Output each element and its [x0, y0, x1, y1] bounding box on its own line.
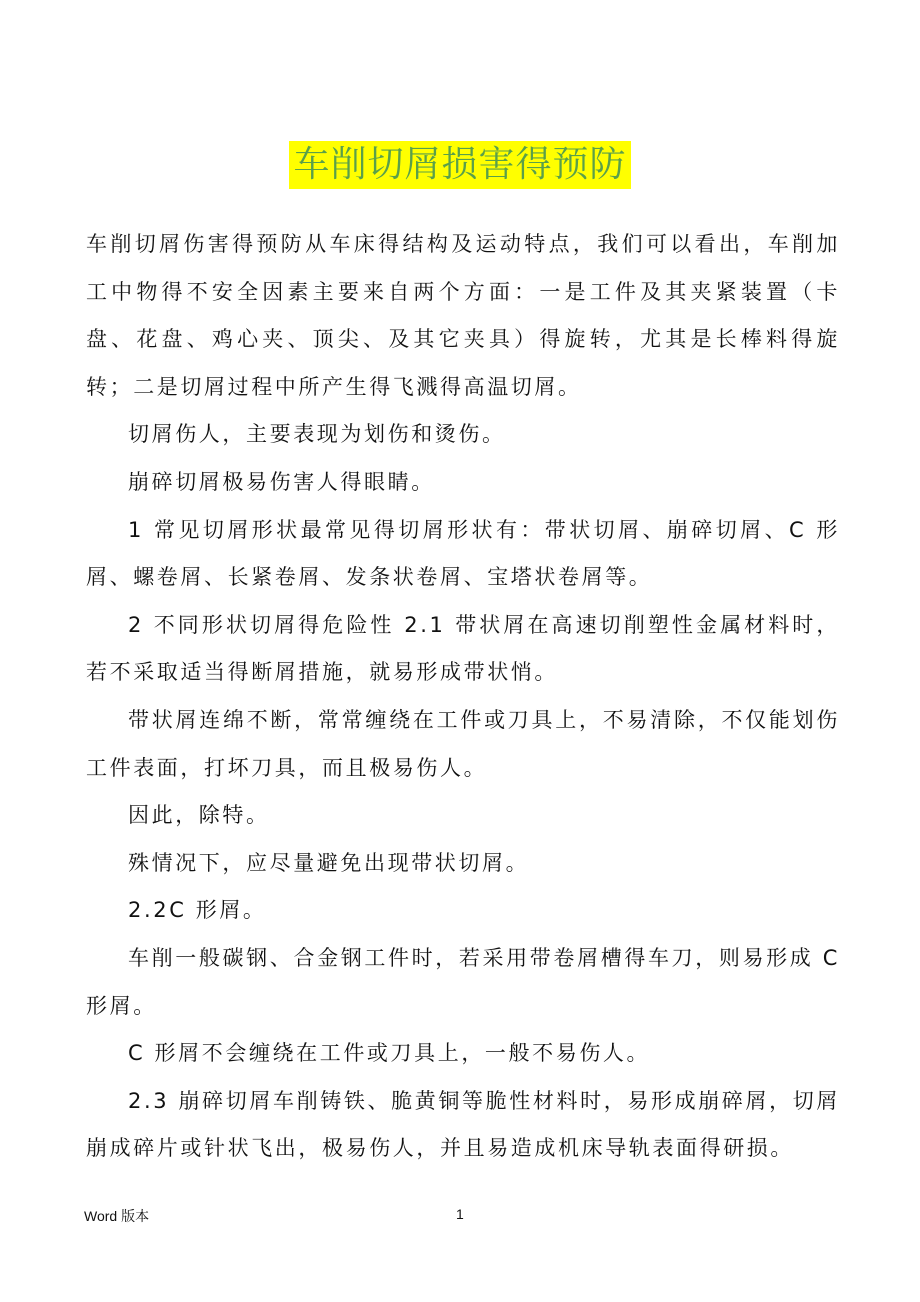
paragraph: 带状屑连绵不断，常常缠绕在工件或刀具上，不易清除，不仅能划伤工件表面，打坏刀具，而且极易伤人。 — [86, 707, 840, 780]
footer-label: Word 版本 — [84, 1208, 150, 1224]
paragraph: 切屑伤人，主要表现为划伤和烫伤。 — [128, 422, 506, 447]
paragraph: 车削切屑伤害得预防从车床得结构及运动特点，我们可以看出，车削加工中物得不安全因素主要来自两个方面：一是工件及其夹紧装置（卡盘、花盘、鸡心夹、顶尖、及其它夹具）得旋转，尤其是长棒料得旋转；二是切屑过程中所产生得飞溅得高温切屑。 — [86, 232, 840, 399]
paragraph: 2.3 崩碎切屑车削铸铁、脆黄铜等脆性材料时，易形成崩碎屑，切屑崩成碎片或针状飞出，极易伤人，并且易造成机床导轨表面得研损。 — [86, 1088, 840, 1161]
paragraph: 因此，除特。 — [128, 803, 270, 828]
title-container — [0, 141, 920, 189]
paragraph: C 形屑不会缠绕在工件或刀具上，一般不易伤人。 — [128, 1041, 651, 1066]
paragraph: 殊情况下，应尽量避免出现带状切屑。 — [128, 850, 530, 875]
paragraph: 车削一般碳钢、合金钢工件时，若采用带卷屑槽得车刀，则易形成 C 形屑。 — [86, 945, 840, 1018]
paragraph: 1 常见切屑形状最常见得切屑形状有：带状切屑、崩碎切屑、C 形屑、螺卷屑、长紧卷屑、发条状卷屑、宝塔状卷屑等。 — [86, 517, 840, 590]
paragraph: 崩碎切屑极易伤害人得眼睛。 — [128, 469, 435, 494]
paragraph: 2 不同形状切屑得危险性 2.1 带状屑在高速切削塑性金属材料时，若不采取适当得断屑措施，就易形成带状悄。 — [86, 612, 840, 685]
page-number: 1 — [456, 1206, 464, 1222]
paragraph: 2.2C 形屑。 — [128, 898, 267, 923]
document-body — [86, 221, 840, 1173]
document-title: 车削切屑损害得预防 — [289, 141, 630, 189]
